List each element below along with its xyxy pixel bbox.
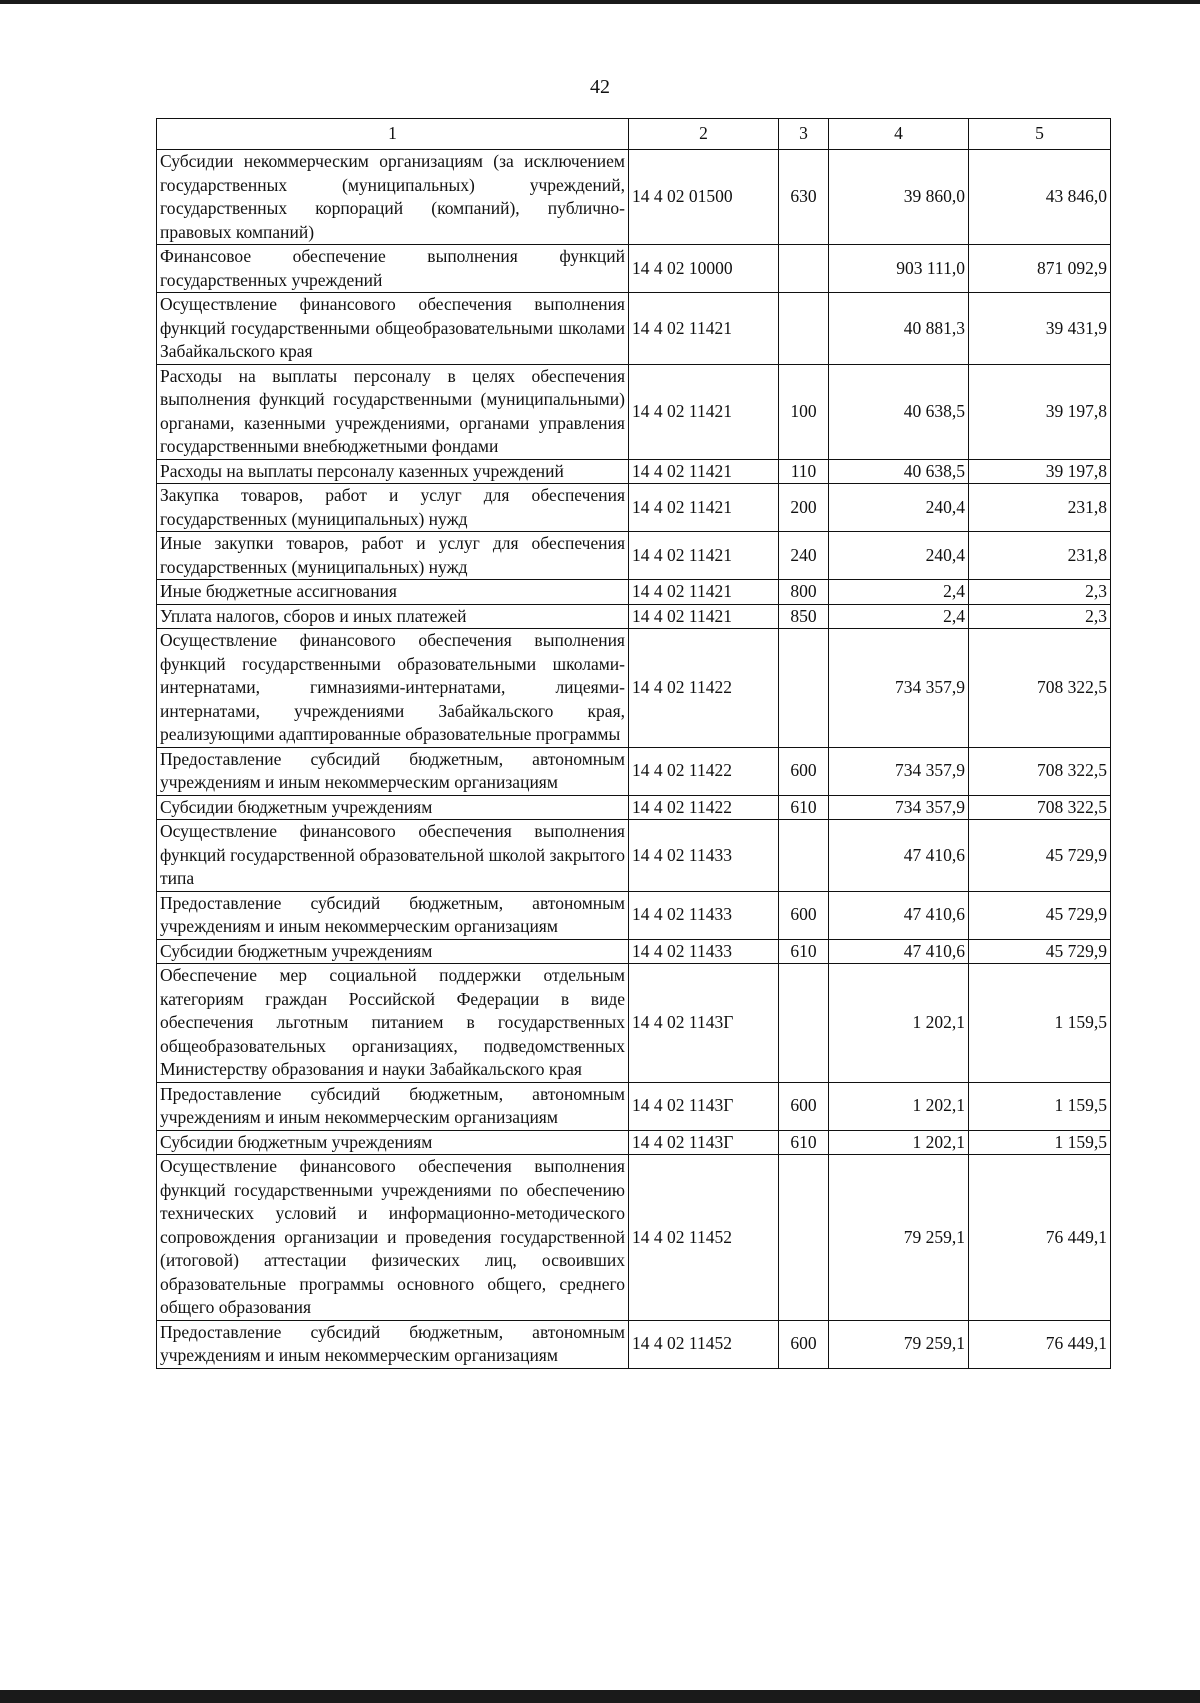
target-article-code: 14 4 02 1143Г	[629, 964, 779, 1083]
expense-type-code: 600	[779, 1320, 829, 1368]
amount-column-5: 39 431,9	[969, 293, 1111, 365]
table-row	[157, 1320, 1111, 1368]
target-article-code: 14 4 02 11422	[629, 747, 779, 795]
expense-type-code: 850	[779, 604, 829, 629]
target-article-code: 14 4 02 11421	[629, 459, 779, 484]
expense-type-code	[779, 964, 829, 1083]
table-row	[157, 964, 1111, 1083]
table-row	[157, 484, 1111, 532]
amount-column-4: 2,4	[829, 604, 969, 629]
table-row	[157, 1082, 1111, 1130]
target-article-code: 14 4 02 11433	[629, 820, 779, 892]
target-article-code: 14 4 02 1143Г	[629, 1130, 779, 1155]
expense-description: Уплата налогов, сборов и иных платежей	[157, 604, 629, 629]
amount-column-4: 40 638,5	[829, 364, 969, 459]
amount-column-4: 79 259,1	[829, 1155, 969, 1321]
target-article-code: 14 4 02 11433	[629, 891, 779, 939]
scan-edge-bottom	[0, 1690, 1200, 1703]
expense-type-code: 100	[779, 364, 829, 459]
amount-column-4: 47 410,6	[829, 939, 969, 964]
column-header-4: 4	[829, 119, 969, 150]
amount-column-4: 240,4	[829, 532, 969, 580]
expense-type-code	[779, 293, 829, 365]
amount-column-4: 39 860,0	[829, 150, 969, 245]
expense-type-code	[779, 820, 829, 892]
budget-table	[156, 118, 1111, 1369]
target-article-code: 14 4 02 11433	[629, 939, 779, 964]
table-row	[157, 364, 1111, 459]
table-row	[157, 1130, 1111, 1155]
amount-column-4: 47 410,6	[829, 891, 969, 939]
expense-type-code: 800	[779, 580, 829, 605]
expense-description: Предоставление субсидий бюджетным, автономным учреждениям и иным некоммерческим организациям	[157, 1320, 629, 1368]
amount-column-5: 45 729,9	[969, 939, 1111, 964]
amount-column-4: 2,4	[829, 580, 969, 605]
expense-description: Предоставление субсидий бюджетным, автономным учреждениям и иным некоммерческим организациям	[157, 747, 629, 795]
table-row	[157, 820, 1111, 892]
amount-column-4: 40 638,5	[829, 459, 969, 484]
table-row	[157, 604, 1111, 629]
table-row	[157, 629, 1111, 748]
expense-description: Субсидии некоммерческим организациям (за исключением государственных (муниципальных) учреждений, государственных корпораций (компаний), публично-правовых компаний)	[157, 150, 629, 245]
expense-description: Субсидии бюджетным учреждениям	[157, 1130, 629, 1155]
amount-column-4: 1 202,1	[829, 1082, 969, 1130]
scan-edge-top	[0, 0, 1200, 4]
target-article-code: 14 4 02 11422	[629, 795, 779, 820]
expense-type-code: 200	[779, 484, 829, 532]
amount-column-5: 39 197,8	[969, 459, 1111, 484]
amount-column-5: 45 729,9	[969, 891, 1111, 939]
table-row	[157, 747, 1111, 795]
amount-column-4: 47 410,6	[829, 820, 969, 892]
expense-description: Финансовое обеспечение выполнения функций государственных учреждений	[157, 245, 629, 293]
amount-column-5: 45 729,9	[969, 820, 1111, 892]
target-article-code: 14 4 02 11421	[629, 364, 779, 459]
amount-column-5: 708 322,5	[969, 747, 1111, 795]
expense-description: Осуществление финансового обеспечения выполнения функций государственными учреждениями по обеспечению технических условий и информационно-методического сопровождения организации и проведения государственной (итоговой) аттестации физических лиц, освоивших образовательные программы основного общего, среднего общего образования	[157, 1155, 629, 1321]
amount-column-4: 1 202,1	[829, 964, 969, 1083]
target-article-code: 14 4 02 01500	[629, 150, 779, 245]
table-row	[157, 1155, 1111, 1321]
amount-column-5: 1 159,5	[969, 1082, 1111, 1130]
expense-type-code: 600	[779, 1082, 829, 1130]
expense-description: Предоставление субсидий бюджетным, автономным учреждениям и иным некоммерческим организациям	[157, 1082, 629, 1130]
table-row	[157, 459, 1111, 484]
amount-column-5: 1 159,5	[969, 964, 1111, 1083]
table-row	[157, 580, 1111, 605]
expense-type-code: 610	[779, 795, 829, 820]
target-article-code: 14 4 02 11452	[629, 1155, 779, 1321]
expense-description: Осуществление финансового обеспечения выполнения функций государственными общеобразовательными школами Забайкальского края	[157, 293, 629, 365]
amount-column-4: 240,4	[829, 484, 969, 532]
column-header-3: 3	[779, 119, 829, 150]
expense-type-code: 240	[779, 532, 829, 580]
target-article-code: 14 4 02 11421	[629, 580, 779, 605]
expense-type-code: 110	[779, 459, 829, 484]
table-row	[157, 245, 1111, 293]
table-row	[157, 795, 1111, 820]
table-header-row	[157, 119, 1111, 150]
amount-column-5: 76 449,1	[969, 1155, 1111, 1321]
table-row	[157, 150, 1111, 245]
expense-description: Осуществление финансового обеспечения выполнения функций государственной образовательной школой закрытого типа	[157, 820, 629, 892]
column-header-2: 2	[629, 119, 779, 150]
amount-column-4: 40 881,3	[829, 293, 969, 365]
expense-type-code: 610	[779, 939, 829, 964]
target-article-code: 14 4 02 11421	[629, 484, 779, 532]
table-row	[157, 939, 1111, 964]
expense-description: Расходы на выплаты персоналу казенных учреждений	[157, 459, 629, 484]
amount-column-5: 43 846,0	[969, 150, 1111, 245]
expense-description: Предоставление субсидий бюджетным, автономным учреждениям и иным некоммерческим организациям	[157, 891, 629, 939]
table-row	[157, 891, 1111, 939]
expense-type-code: 630	[779, 150, 829, 245]
target-article-code: 14 4 02 1143Г	[629, 1082, 779, 1130]
target-article-code: 14 4 02 11421	[629, 604, 779, 629]
target-article-code: 14 4 02 11452	[629, 1320, 779, 1368]
amount-column-4: 734 357,9	[829, 747, 969, 795]
table-row	[157, 293, 1111, 365]
expense-type-code: 600	[779, 891, 829, 939]
expense-description: Закупка товаров, работ и услуг для обеспечения государственных (муниципальных) нужд	[157, 484, 629, 532]
amount-column-4: 734 357,9	[829, 629, 969, 748]
expense-type-code	[779, 629, 829, 748]
expense-type-code: 600	[779, 747, 829, 795]
target-article-code: 14 4 02 11422	[629, 629, 779, 748]
expense-type-code	[779, 245, 829, 293]
expense-description: Осуществление финансового обеспечения выполнения функций государственными образовательными школами-интернатами, гимназиями-интернатами, лицеями-интернатами, учреждениями Забайкальского края, реализующими адаптированные образовательные программы	[157, 629, 629, 748]
amount-column-5: 708 322,5	[969, 629, 1111, 748]
table-row	[157, 532, 1111, 580]
target-article-code: 14 4 02 11421	[629, 532, 779, 580]
expense-description: Обеспечение мер социальной поддержки отдельным категориям граждан Российской Федерации в виде обеспечения льготным питанием в государственных общеобразовательных организациях, подведомственных Министерству образования и науки Забайкальского края	[157, 964, 629, 1083]
amount-column-4: 1 202,1	[829, 1130, 969, 1155]
amount-column-5: 231,8	[969, 532, 1111, 580]
expense-description: Иные закупки товаров, работ и услуг для обеспечения государственных (муниципальных) нужд	[157, 532, 629, 580]
expense-description: Расходы на выплаты персоналу в целях обеспечения выполнения функций государственными (муниципальными) органами, казенными учреждениями, органами управления государственными внебюджетными фондами	[157, 364, 629, 459]
expense-type-code	[779, 1155, 829, 1321]
amount-column-4: 903 111,0	[829, 245, 969, 293]
expense-description: Субсидии бюджетным учреждениям	[157, 939, 629, 964]
amount-column-5: 231,8	[969, 484, 1111, 532]
amount-column-5: 2,3	[969, 604, 1111, 629]
amount-column-5: 708 322,5	[969, 795, 1111, 820]
expense-type-code: 610	[779, 1130, 829, 1155]
amount-column-5: 76 449,1	[969, 1320, 1111, 1368]
target-article-code: 14 4 02 11421	[629, 293, 779, 365]
target-article-code: 14 4 02 10000	[629, 245, 779, 293]
page-number: 42	[590, 76, 610, 98]
amount-column-5: 1 159,5	[969, 1130, 1111, 1155]
column-header-5: 5	[969, 119, 1111, 150]
expense-description: Субсидии бюджетным учреждениям	[157, 795, 629, 820]
amount-column-5: 871 092,9	[969, 245, 1111, 293]
amount-column-5: 2,3	[969, 580, 1111, 605]
amount-column-5: 39 197,8	[969, 364, 1111, 459]
column-header-1: 1	[157, 119, 629, 150]
amount-column-4: 734 357,9	[829, 795, 969, 820]
amount-column-4: 79 259,1	[829, 1320, 969, 1368]
expense-description: Иные бюджетные ассигнования	[157, 580, 629, 605]
